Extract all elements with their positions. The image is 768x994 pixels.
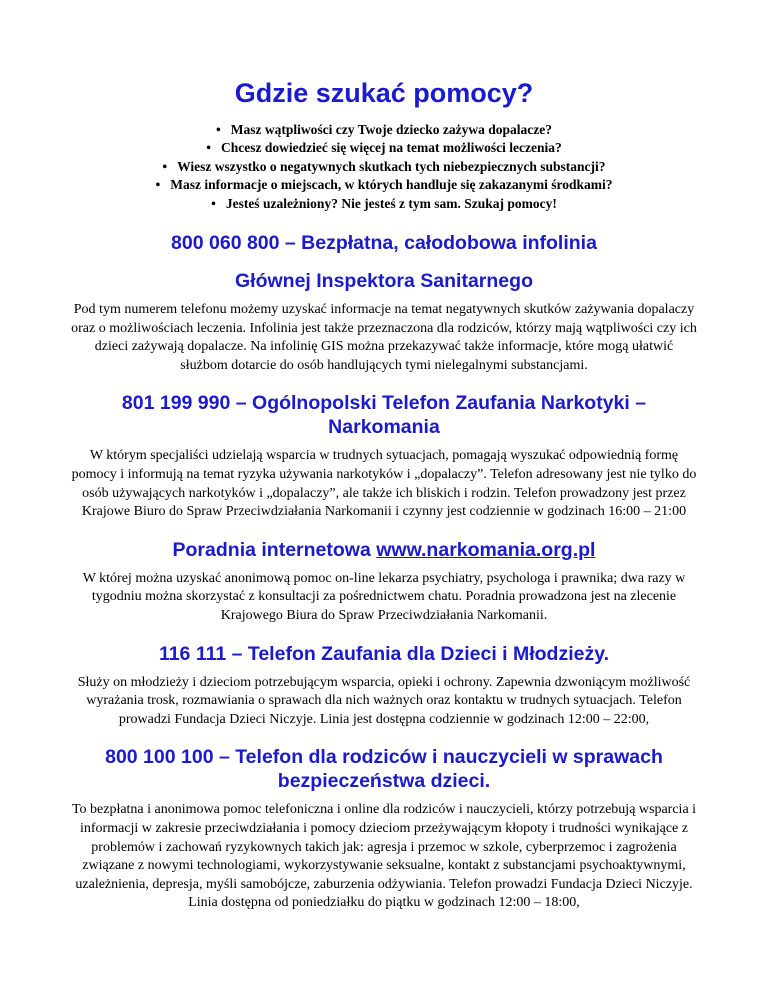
- list-item: • Masz wątpliwości czy Twoje dziecko zażywa dopalacze?: [70, 121, 698, 139]
- list-item: • Masz informacje o miejscach, w których handluje się zakazanymi środkami?: [70, 176, 698, 194]
- question-list: [70, 121, 698, 213]
- narkomania-link[interactable]: www.narkomania.org.pl: [376, 538, 596, 561]
- section-body-116111: Służy on młodzieży i dzieciom potrzebującym wsparcia, opieki i ochrony. Zapewnia dzwoniącym możliwość wyrażania trosk, rozmawiania o sprawach dla nich ważnych oraz kontaktu w trudnych sytuacjach. Telefon prowadzi Fundacja Dzieci Niczyje. Linia jest dostępna codziennie w godzinach 12:00 – 22:00,: [77, 674, 691, 727]
- section-heading-poradnia: [70, 538, 698, 562]
- section-subheading-gis: Głównej Inspektora Sanitarnego: [235, 270, 533, 293]
- section-body-narkotyki: W którym specjaliści udzielają wsparcia w trudnych sytuacjach, pomagają wyszukać odpowiednią formę pomocy i informują na temat ryzyka używania narkotyków i „dopalaczy”. Telefon adresowany jest nie tylko do osób używających narkotyków i „dopalaczy”, ale także ich bliskich i rodzin. Telefon prowadzony jest przez Krajowe Biuro do Spraw Przeciwdziałania Narkomanii i czynny jest codziennie w godzinach 16:00 – 21:00: [71, 448, 697, 520]
- section-body-800100100: To bezpłatna i anonimowa pomoc telefoniczna i online dla rodziców i nauczycieli, którzy potrzebują wsparcia i informacji w zakresie przeciwdziałania i pomocy dzieciom przeżywającym kłopoty i trudności wynikające z problemów i zachowań ryzykownych takich jak: agresja i przemoc w szkole, cyberprzemoc i zagrożenia związane z nowymi technologiami, wykorzystywanie seksualne, kontakt z substancjami psychoaktywnymi, uzależnienia, depresja, myśli samobójcze, zaburzenia odżywiania. Telefon prowadzi Fundacja Dzieci Niczyje. Linia dostępna od poniedziałku do piątku w godzinach 12:00 – 18:00,: [71, 802, 697, 911]
- section-heading-narkotyki: 801 199 990 – Ogólnopolski Telefon Zaufania Narkotyki – Narkomania: [121, 392, 647, 439]
- section-body-poradnia: W której można uzyskać anonimową pomoc on-line lekarza psychiatry, psychologa i prawnika; dwa razy w tygodniu można skorzystać z konsultacji za pośrednictwem chatu. Poradnia prowadzona jest na zlecenie Krajowego Biura do Spraw Przeciwdziałania Narkomanii.: [82, 570, 686, 623]
- section-heading-800100100: 800 100 100 – Telefon dla rodziców i nauczycieli w sprawach bezpieczeństwa dzieci.: [105, 746, 663, 793]
- poradnia-heading-text: Poradnia internetowa: [172, 538, 371, 561]
- section-body-gis: Pod tym numerem telefonu możemy uzyskać informacje na temat negatywnych skutków zażywania dopalaczy oraz o możliwościach leczenia. Infolinia jest także przeznaczona dla rodziców, którzy mają wątpliwości czy ich dzieci zażywają dopalacze. Na infolinię GIS można przekazywać także informacje, które mogą ułatwić służbom dotarcie do osób handlujących tymi nielegalnymi substancjami.: [71, 302, 697, 373]
- section-heading-116111: 116 111 – Telefon Zaufania dla Dzieci i Młodzieży.: [158, 642, 610, 665]
- list-item: • Chcesz dowiedzieć się więcej na temat możliwości leczenia?: [70, 139, 698, 157]
- list-item: • Wiesz wszystko o negatywnych skutkach tych niebezpiecznych substancji?: [70, 158, 698, 176]
- section-heading-gis: 800 060 800 – Bezpłatna, całodobowa infolinia: [171, 232, 597, 255]
- page-title: Gdzie szukać pomocy?: [234, 78, 534, 108]
- list-item: • Jesteś uzależniony? Nie jesteś z tym sam. Szukaj pomocy!: [70, 195, 698, 213]
